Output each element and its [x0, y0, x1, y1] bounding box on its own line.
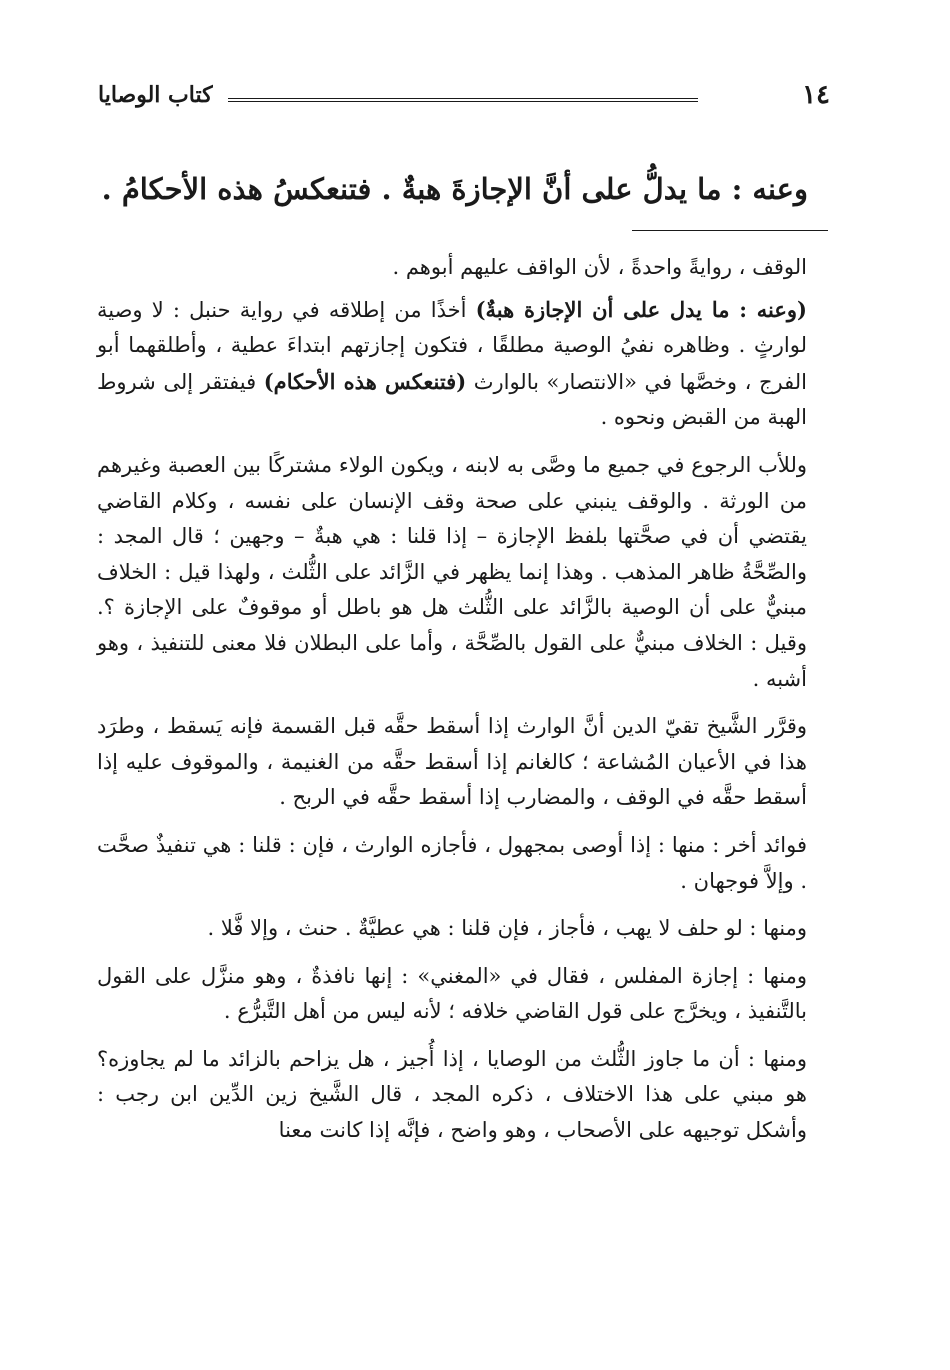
paragraph-2-mid: أخذًا من إطلاقه في رواية حنبل : لا وصية لوارثٍ . وظاهره نفيُ الوصية مطلقًا ، فتكون إجازتهم ابتداءَ عطية ، وأطلقهما أبو الفرج ، وخصَّها في «الانتصار» بالوارث [97, 297, 807, 394]
matn-text: وعنه : ما يدلُّ على أنَّ الإجازةَ هبةٌ . فتنعكسُ هذه الأحكامُ . [101, 172, 808, 206]
commentary-body [97, 250, 807, 1161]
matn-separator [632, 230, 828, 231]
page-number: ١٤ [802, 80, 830, 110]
paragraph-7: ومنها : إجازة المفلس ، فقال في «المغني» : إنها نافذةٌ ، وهو منزَّل على القول بالتَّنفيذ ، ويخرَّج على قول القاضي خلافه ؛ لأنه ليس من أهل التَّبرُّع . [97, 963, 807, 1024]
paragraph-2-post: فيفتقر إلى شروط الهبة من القبض ونحوه . [97, 369, 807, 430]
paragraph-2 [97, 292, 807, 436]
paragraph-8: ومنها : أن ما جاوز الثُّلث من الوصايا ، إذا أُجيز ، هل يزاحم بالزائد ما لم يجاوزه؟ هو مبني على هذا الاختلاف ، ذكره المجد ، قال الشَّيخ زين الدِّين ابن رجب : وأشكل توجيهه على الأصحاب ، وهو واضح ، فإنَّه إذا كانت معنا [97, 1046, 807, 1143]
paragraph-4: وقرَّر الشَّيخ تقيّ الدين أنَّ الوارث إذا أسقط حقَّه قبل القسمة فإنه يَسقط ، وطرَد هذا في الأعيان المُشاعة ؛ كالغانم إذا أسقط حقَّه من الغنيمة ، والموقوف عليه إذا أسقط حقَّه في الوقف ، والمضارب إذا أسقط حقَّه في الربح . [97, 714, 807, 810]
paragraph-6: ومنها : لو حلف لا يهب ، فأجاز ، فإن قلنا : هي عطيَّةٌ . حنث ، وإلا فَّلا . [207, 916, 807, 941]
quoted-matn: (فتنعكس هذه الأحكام) [263, 368, 467, 394]
running-title: كتاب الوصايا [98, 82, 213, 108]
paragraph-5: فوائد أخر : منها : إذا أوصى بمجهول ، فأجازه الوارث ، فإن : قلنا : هي تنفيذٌ صحَّت . وإلاَّ فوجهان . [97, 832, 807, 893]
paragraph-1: الوقف ، روايةً واحدةً ، لأن الواقف عليهم أبوهم . [392, 255, 807, 279]
paragraph-3: وللأب الرجوع في جميع ما وصَّى به لابنه ، ويكون الولاء مشتركًا بين العصبة وغيرهم من الورثة . والوقف ينبني على صحة وقف الإنسان على نفسه ، وكلام القاضي يقتضي أن في صحَّتها بلفظ الإجازة – إذا قلنا : هي هبةٌ – وجهين ؛ قال المجد : والصِّحَّةُ ظاهر المذهب . وهذا إنما يظهر في الزَّائد على الثُّلث ، ولهذا قيل : الخلاف مبنيٌّ على أن الوصية بالزَّائد على الثُّلث هل هو باطل أو موقوفٌ على الإجازة ؟. وقيل : الخلاف مبنيٌّ على القول بالصِّحَّة ، وأما على البطلان فلا معنى للتنفيذ ، وهو أشبه . [97, 452, 807, 691]
header-rule [228, 98, 698, 102]
quoted-matn: (وعنه : ما يدل على أن الإجازة هبةٌ) [475, 296, 807, 322]
